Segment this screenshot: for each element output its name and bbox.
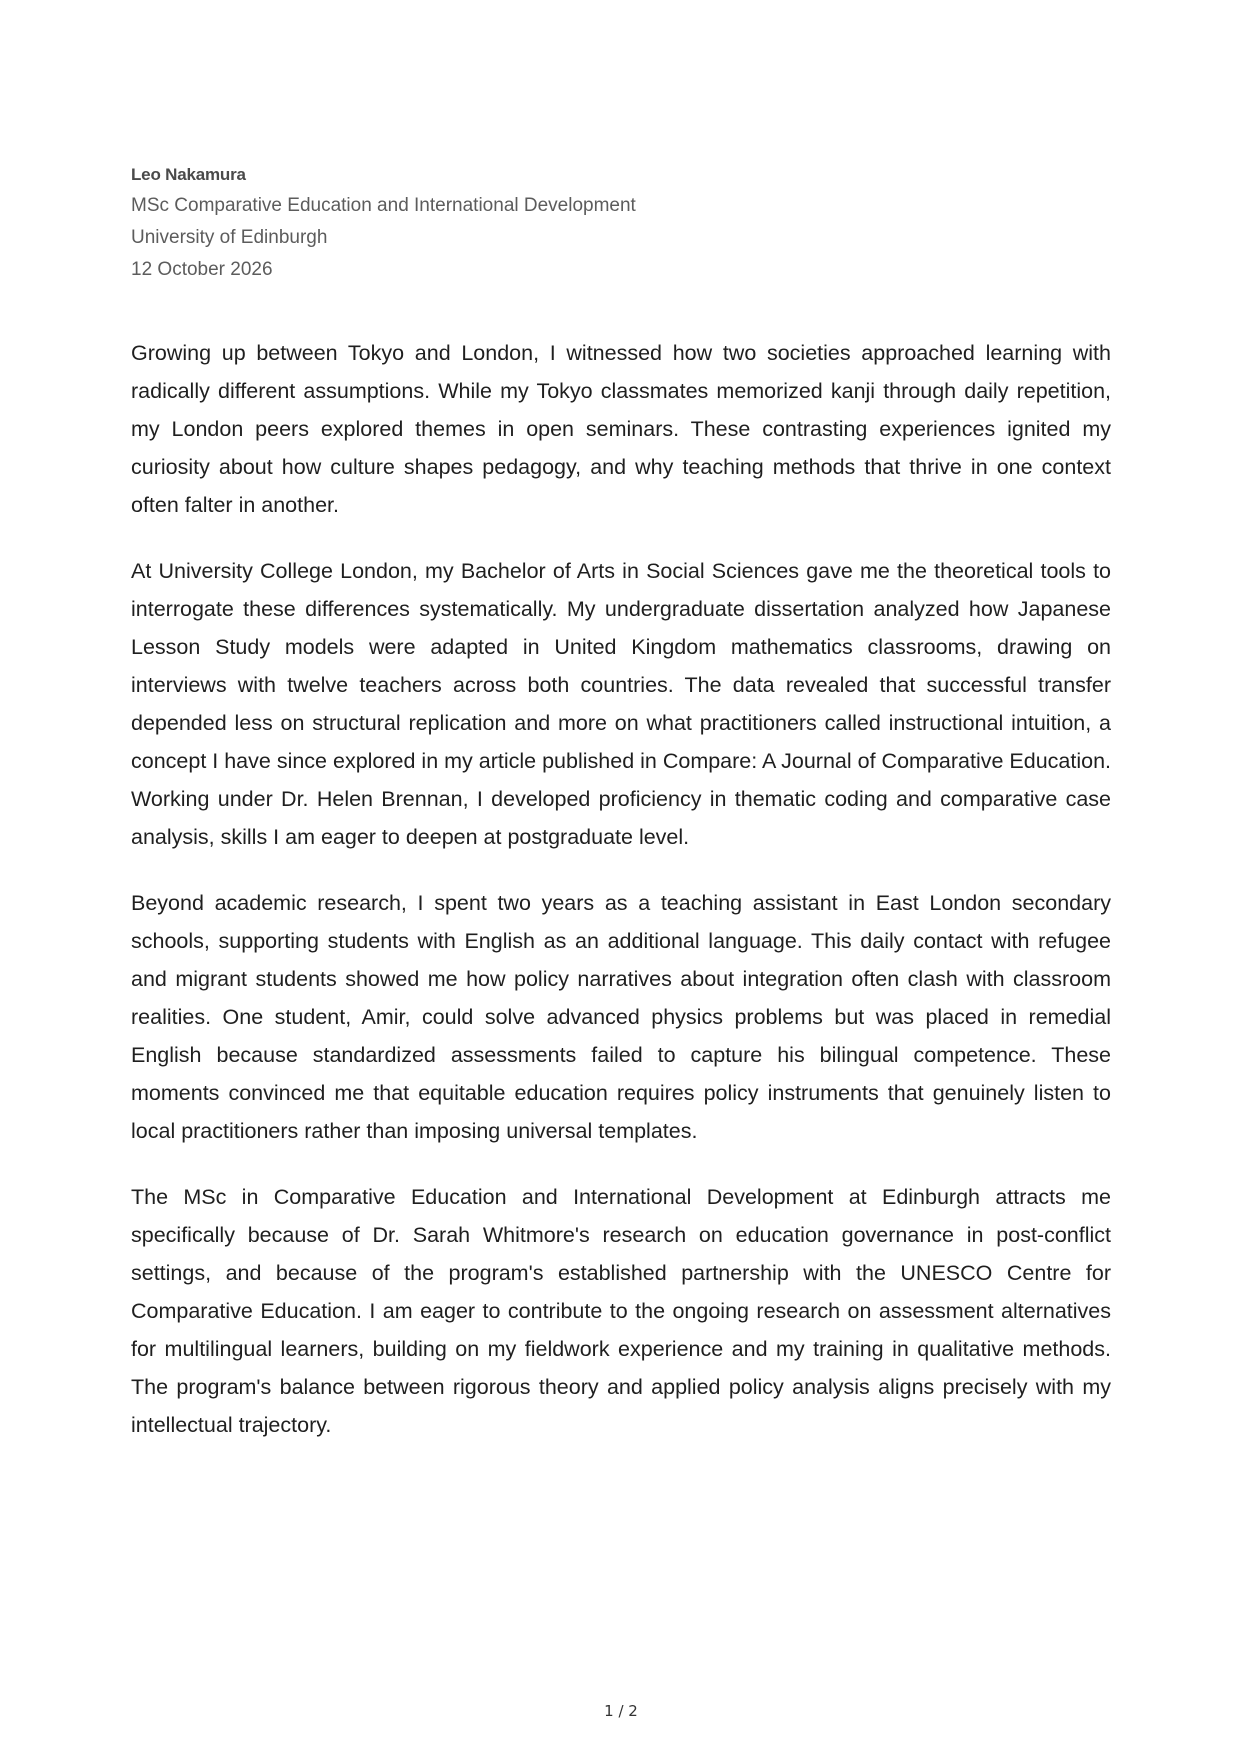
- document-page: [131, 160, 1111, 1472]
- author-name: Leo Nakamura: [131, 165, 246, 184]
- program-name: MSc Comparative Education and International Development: [131, 195, 636, 216]
- letter-date: 12 October 2026: [131, 259, 273, 280]
- letter-body: [131, 334, 1111, 1444]
- paragraph-1: Growing up between Tokyo and London, I witnessed how two societies approached learning with radically different assumptions. While my Tokyo classmates memorized kanji through daily repetition, my London peers explored themes in open seminars. These contrasting experiences ignited my curiosity about how culture shapes pedagogy, and why teaching methods that thrive in one context often falter in another.: [131, 341, 1111, 517]
- paragraph-3: Beyond academic research, I spent two years as a teaching assistant in East London secondary schools, supporting students with English as an additional language. This daily contact with refugee and migrant students showed me how policy narratives about integration often clash with classroom realities. One student, Amir, could solve advanced physics problems but was placed in remedial English because standardized assessments failed to capture his bilingual competence. These moments convinced me that equitable education requires policy instruments that genuinely listen to local practitioners rather than imposing universal templates.: [131, 891, 1111, 1143]
- paragraph-2: At University College London, my Bachelor of Arts in Social Sciences gave me the theoretical tools to interrogate these differences systematically. My undergraduate dissertation analyzed how Japanese Lesson Study models were adapted in United Kingdom mathematics classrooms, drawing on interviews with twelve teachers across both countries. The data revealed that successful transfer depended less on structural replication and more on what practitioners called instructional intuition, a concept I have since explored in my article published in Compare: A Journal of Comparative Education. Working under Dr. Helen Brennan, I developed proficiency in thematic coding and comparative case analysis, skills I am eager to deepen at postgraduate level.: [131, 559, 1111, 849]
- institution-name: University of Edinburgh: [131, 227, 328, 248]
- letter-header: [131, 160, 1111, 286]
- paragraph-4: The MSc in Comparative Education and International Development at Edinburgh attracts me specifically because of Dr. Sarah Whitmore's research on education governance in post-conflict settings, and because of the program's established partnership with the UNESCO Centre for Comparative Education. I am eager to contribute to the ongoing research on assessment alternatives for multilingual learners, building on my fieldwork experience and my training in qualitative methods. The program's balance between rigorous theory and applied policy analysis aligns precisely with my intellectual trajectory.: [131, 1185, 1111, 1437]
- page-number: 1 / 2: [604, 1702, 638, 1720]
